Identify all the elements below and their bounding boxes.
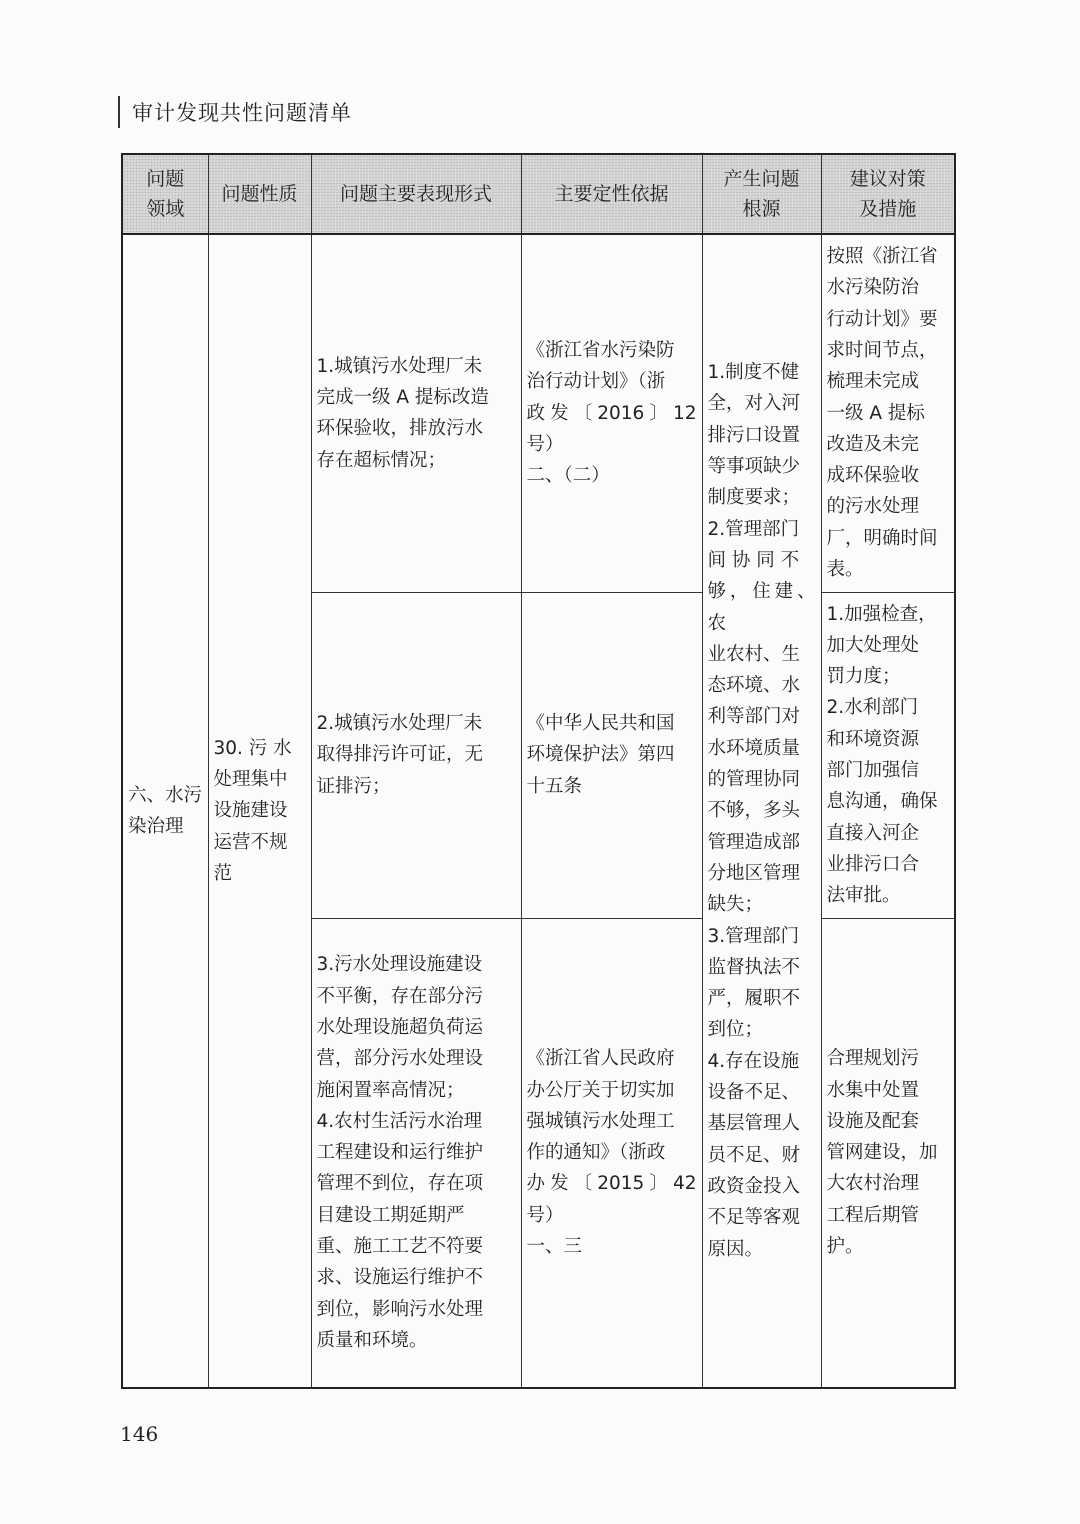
cell-manifestation: 1.城镇污水处理厂未 完成一级 A 提标改造 环保验收，排放污水 存在超标情况； (311, 234, 521, 592)
cell-measures: 1.加强检查， 加大处理处 罚力度； 2.水利部门 和环境资源 部门加强信 息沟通，确保 直接入河企 业排污口合 法审批。 (821, 592, 955, 918)
cell-basis: 《中华人民共和国 环境保护法》第四 十五条 (521, 592, 702, 918)
page-number: 146 (120, 1422, 159, 1446)
col-header-domain: 问题 领域 (122, 154, 208, 234)
header-title: 审计发现共性问题清单 (132, 101, 352, 125)
cell-manifestation: 2.城镇污水处理厂未 取得排污许可证，无 证排污； (311, 592, 521, 918)
cell-domain: 六、水污 染治理 (122, 234, 208, 1388)
col-header-nature: 问题性质 (208, 154, 311, 234)
cell-basis: 《浙江省水污染防 治行动计划》（浙 政发〔2016〕12 号） 二、（二） (521, 234, 702, 592)
cell-manifestation: 3.污水处理设施建设 不平衡，存在部分污 水处理设施超负荷运 营，部分污水处理设 施闲置率高情况； 4.农村生活污水治理 工程建设和运行维护 管理不到位，存在项 目建设工期延期严 重、施工工艺不符要 求、设施运行维护不 到位，影响污水处理 质量和环境。 (311, 918, 521, 1388)
cell-root-cause: 1.制度不健 全，对入河 排污口设置 等事项缺少 制度要求； 2.管理部门 间 协 同 不 够，住建、农 业农村、生 态环境、水 利等部门对 水环境质量 的管理协同 不够，多头 管理造成部 分地区管理 缺失； 3.管理部门 监督执法不 严，履职不 到位； 4.存在设施 设备不足、 基层管理人 员不足、财 政资金投入 不足等客观 原因。 (702, 234, 821, 1388)
col-header-basis: 主要定性依据 (521, 154, 702, 234)
cell-nature: 30. 污 水 处理集中 设施建设 运营不规 范 (208, 234, 311, 1388)
col-header-measures: 建议对策 及措施 (821, 154, 955, 234)
cell-measures: 按照《浙江省 水污染防治 行动计划》要 求时间节点， 梳理未完成 一级 A 提标 改造及未完 成环保验收 的污水处理 厂，明确时间 表。 (821, 234, 955, 592)
table-row (122, 234, 955, 592)
audit-issues-table (121, 153, 956, 1389)
table-header-row (122, 154, 955, 234)
col-header-manifestation: 问题主要表现形式 (311, 154, 521, 234)
col-header-root-cause: 产生问题 根源 (702, 154, 821, 234)
header-divider-bar (118, 96, 120, 128)
cell-measures: 合理规划污 水集中处置 设施及配套 管网建设，加 大农村治理 工程后期管 护。 (821, 918, 955, 1388)
cell-basis: 《浙江省人民政府 办公厅关于切实加 强城镇污水处理工 作的通知》（浙政 办发〔2015〕42 号） 一、三 (521, 918, 702, 1388)
page-header (118, 95, 352, 129)
